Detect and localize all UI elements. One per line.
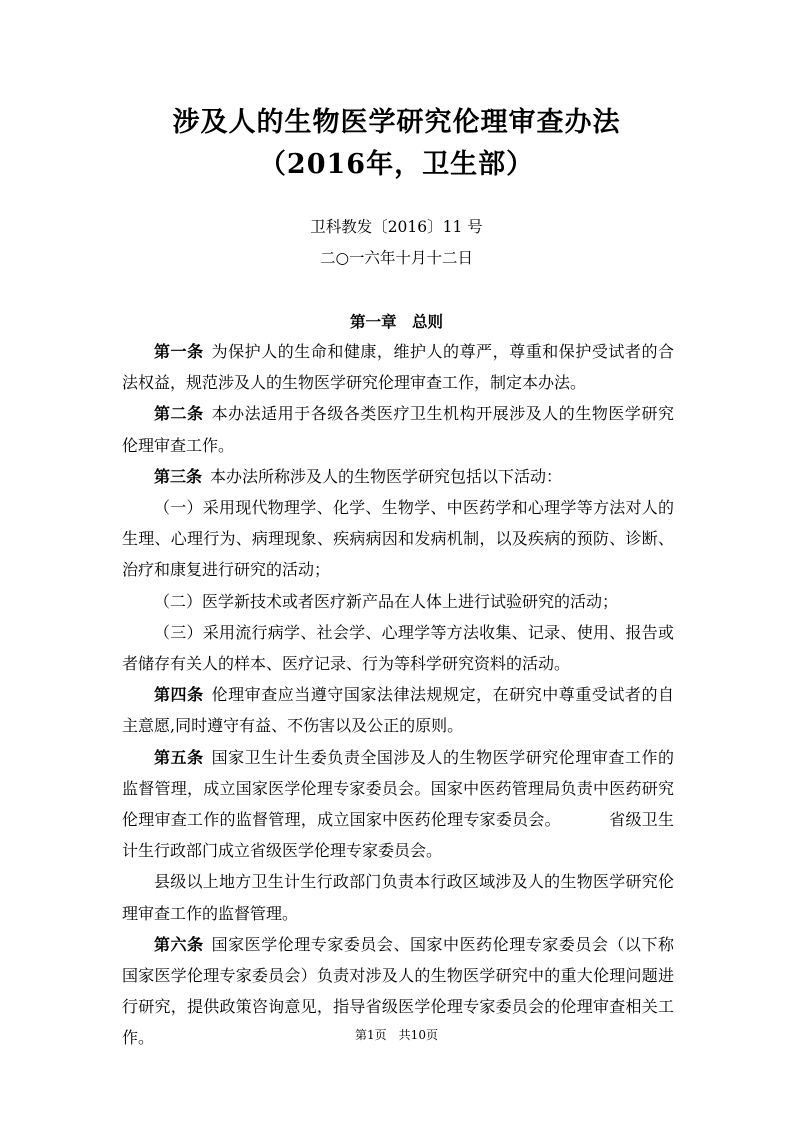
document-body xyxy=(122,336,674,1054)
article-5-paragraph-2 xyxy=(122,866,674,928)
article-text: 本办法适用于各级各类医疗卫生机构开展涉及人的生物医学研究伦理审查工作。 xyxy=(122,404,674,455)
list-item-text: （二）医学新技术或者医疗新产品在人体上进行试验研究的活动； xyxy=(154,591,619,611)
page-footer: 第1页 共10页 xyxy=(355,1028,438,1042)
article-label: 第二条 xyxy=(154,404,204,424)
article-text: 为保护人的生命和健康，维护人的尊严，尊重和保护受试者的合法权益，规范涉及人的生物医学研究伦理审查工作，制定本办法。 xyxy=(122,342,674,393)
article-text: 国家卫生计生委负责全国涉及人的生物医学研究伦理审查工作的监督管理，成立国家医学伦理专家委员会。国家中医药管理局负责中医药研究伦理审查工作的监督管理，成立国家中医药伦理专家委员会。 xyxy=(122,747,674,830)
document-subtitle: （2016年，卫生部） xyxy=(258,149,535,180)
article-text: 县级以上地方卫生计生行政部门负责本行政区域涉及人的生物医学研究伦理审查工作的监督管理。 xyxy=(122,872,674,923)
article-text-continued: 省级卫生计生行政部门成立省级医学伦理专家委员会。 xyxy=(122,810,674,861)
list-item-2 xyxy=(122,586,674,617)
article-label: 第六条 xyxy=(154,934,204,954)
article-text: 本办法所称涉及人的生物医学研究包括以下活动： xyxy=(210,466,563,486)
article-label: 第三条 xyxy=(154,466,203,486)
article-1 xyxy=(122,336,674,398)
article-text: 伦理审查应当遵守国家法律法规规定，在研究中尊重受试者的自主意愿,同时遵守有益、不伤害以及公正的原则。 xyxy=(122,685,674,736)
list-item-text: （一）采用现代物理学、化学、生物学、中医药学和心理学等方法对人的生理、心理行为、病理现象、疾病病因和发病机制，以及疾病的预防、诊断、治疗和康复进行研究的活动； xyxy=(122,498,674,580)
article-4 xyxy=(122,679,674,741)
document-title: 涉及人的生物医学研究伦理审查办法 xyxy=(172,107,621,138)
article-label: 第五条 xyxy=(154,747,204,767)
article-label: 第一条 xyxy=(154,342,204,361)
article-label: 第四条 xyxy=(154,685,204,705)
chapter-heading: 第一章 总则 xyxy=(349,312,443,331)
list-item-1 xyxy=(122,492,674,586)
article-3 xyxy=(122,461,674,492)
document-date: 二○一六年十月十二日 xyxy=(319,249,474,267)
list-item-text: （三）采用流行病学、社会学、心理学等方法收集、记录、使用、报告或者储存有关人的样本、医疗记录、行为等科学研究资料的活动。 xyxy=(122,622,674,674)
article-text: 国家医学伦理专家委员会、国家中医药伦理专家委员会（以下称国家医学伦理专家委员会）负责对涉及人的生物医学研究中的重大伦理问题进行研究，提供政策咨询意见，指导省级医学伦理专家委员会的伦理审查相关工作。 xyxy=(122,934,674,1048)
article-5 xyxy=(122,742,674,867)
article-2 xyxy=(122,398,674,460)
list-item-3 xyxy=(122,617,674,679)
document-number: 卫科教发〔2016〕11 号 xyxy=(310,218,483,236)
